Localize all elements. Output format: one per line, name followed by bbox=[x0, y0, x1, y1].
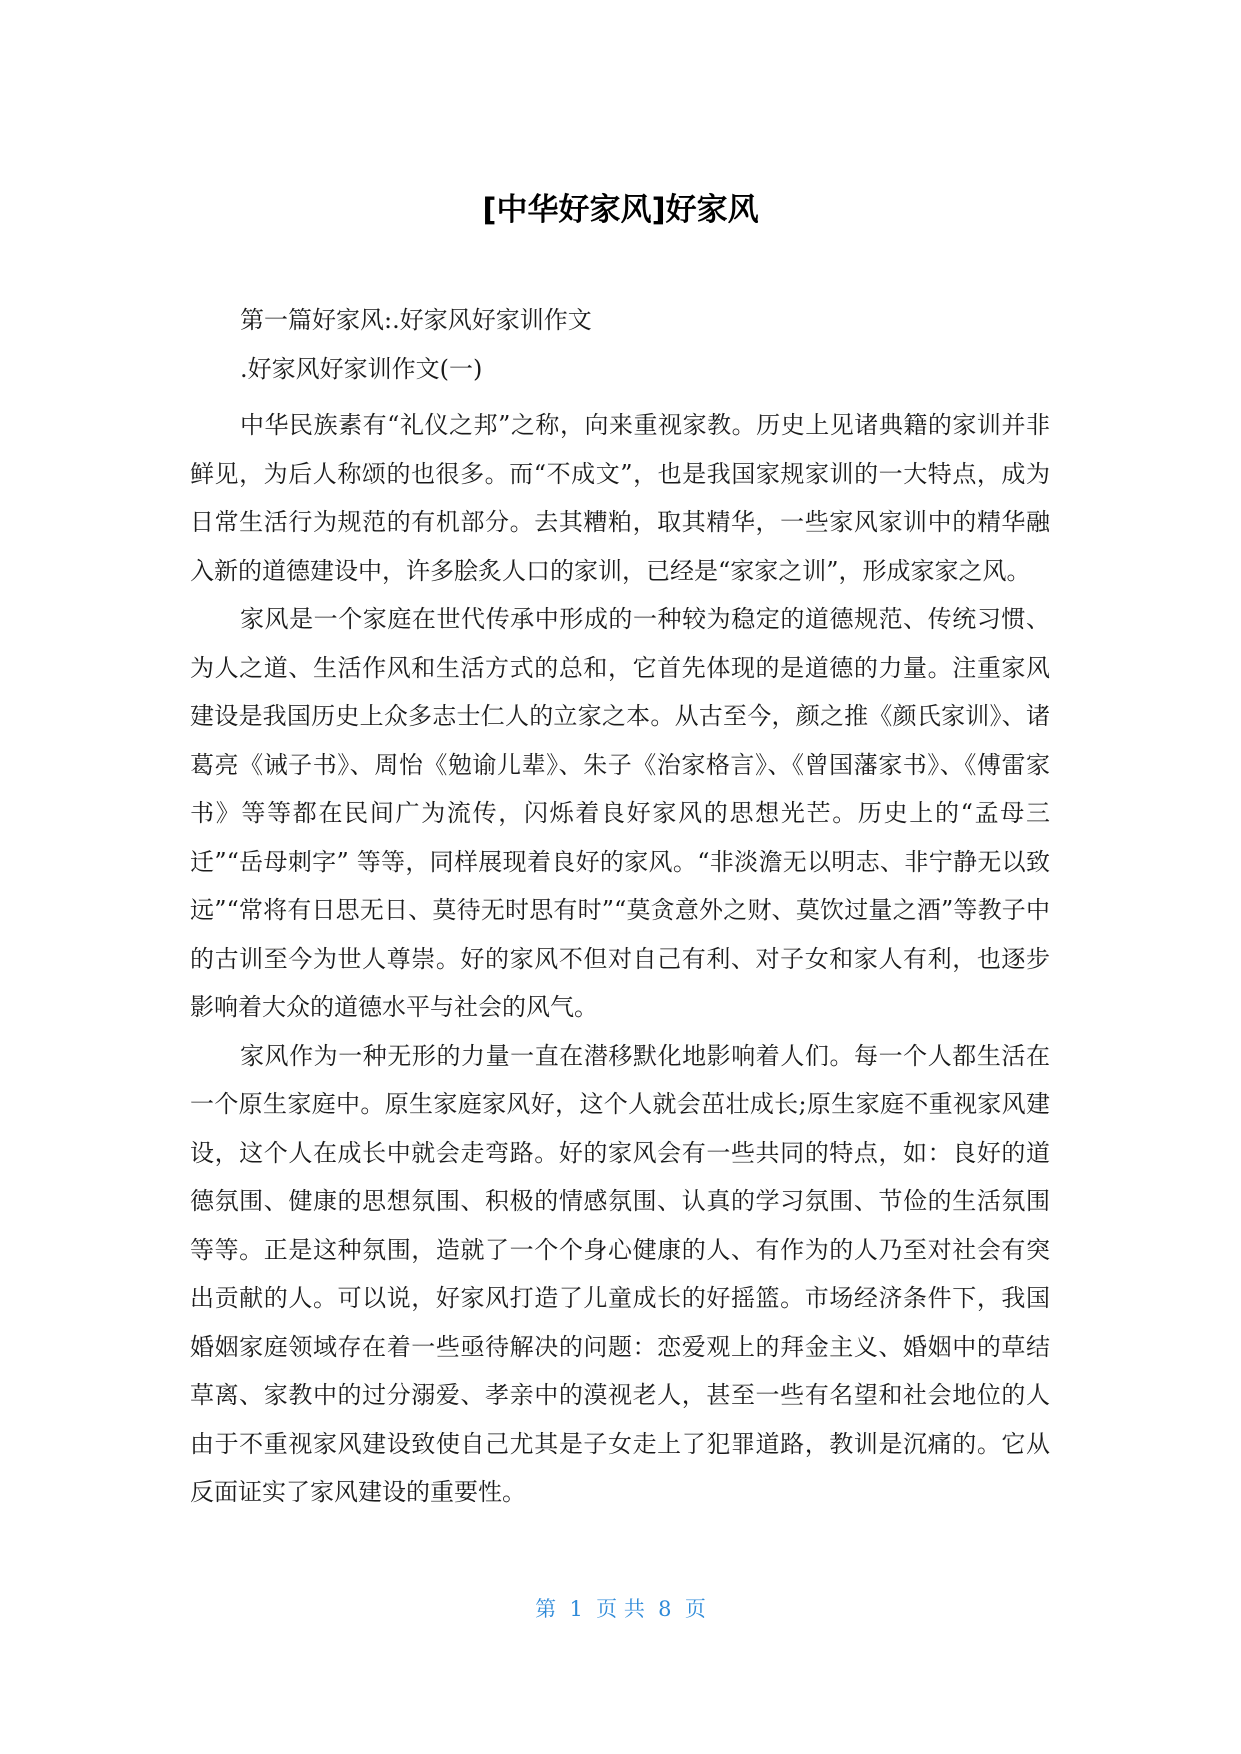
subsection-heading: .好家风好家训作文(一) bbox=[240, 355, 483, 383]
body-paragraph-3: 家风作为一种无形的力量一直在潜移默化地影响着人们。每一个人都生活在一个原生家庭中。原生家庭家风好，这个人就会茁壮成长;原生家庭不重视家风建设，这个人在成长中就会走弯路。好的家风会有一些共同的特点，如：良好的道德氛围、健康的思想氛围、积极的情感氛围、认真的学习氛围、节俭的生活氛围等等。正是这种氛围，造就了一个个身心健康的人、有作为的人乃至对社会有突出贡献的人。可以说，好家风打造了儿童成长的好摇篮。市场经济条件下，我国婚姻家庭领域存在着一些亟待解决的问题：恋爱观上的拜金主义、婚姻中的草结草离、家教中的过分溺爱、孝亲中的漠视老人，甚至一些有名望和社会地位的人由于不重视家风建设致使自己尤其是子女走上了犯罪道路，教训是沉痛的。它从反面证实了家风建设的重要性。 bbox=[190, 1041, 1050, 1506]
body-paragraph-1: 中华民族素有“礼仪之邦”之称，向来重视家教。历史上见诸典籍的家训并非鲜见，为后人称颂的也很多。而“不成文”，也是我国家规家训的一大特点，成为日常生活行为规范的有机部分。去其糟粕，取其精华，一些家风家训中的精华融入新的道德建设中，许多脍炙人口的家训，已经是“家家之训”，形成家家之风。 bbox=[190, 411, 1050, 585]
page-number-footer: 第 1 页 共 8 页 bbox=[535, 1597, 706, 1621]
document-body bbox=[190, 401, 1050, 1517]
body-paragraph-2: 家风是一个家庭在世代传承中形成的一种较为稳定的道德规范、传统习惯、为人之道、生活作风和生活方式的总和，它首先体现的是道德的力量。注重家风建设是我国历史上众多志士仁人的立家之本。从古至今，颜之推《颜氏家训》、诸葛亮《诫子书》、周怡《勉谕儿辈》、朱子《治家格言》、《曾国藩家书》、《傅雷家书》等等都在民间广为流传，闪烁着良好家风的思想光芒。历史上的“孟母三迁”“岳母刺字” 等等，同样展现着良好的家风。“非淡澹无以明志、非宁静无以致远”“常将有日思无日、莫待无时思有时”“莫贪意外之财、莫饮过量之酒”等教子中的古训至今为世人尊崇。好的家风不但对自己有利、对子女和家人有利，也逐步影响着大众的道德水平与社会的风气。 bbox=[190, 605, 1050, 1021]
document-title: [中华好家风]好家风 bbox=[482, 192, 759, 228]
section-heading: 第一篇好家风:.好家风好家训作文 bbox=[240, 306, 592, 334]
